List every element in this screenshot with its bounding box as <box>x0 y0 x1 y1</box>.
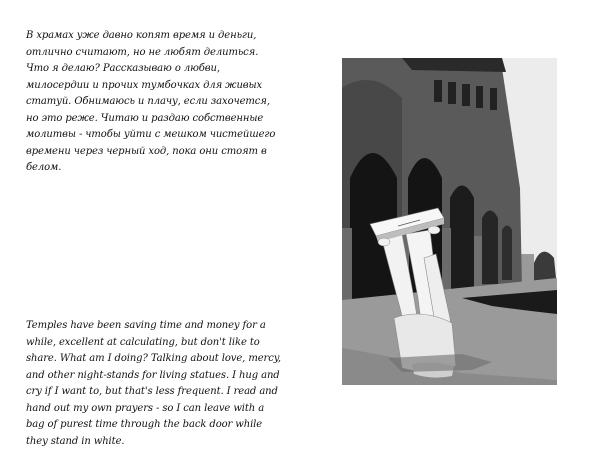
photo-column <box>442 228 451 294</box>
photo-arch <box>482 211 498 285</box>
photo-column <box>474 236 482 288</box>
poem-russian-text: В храмах уже давно копят время и деньги, отлично считают, но не любят делиться. Что я делаю? Рассказываю о любви, милосердии и прочих тумбочках для живых статуй. Обнимаюсь и плачу, если захочется, но это реже. Читаю и раздаю собственные молитвы - чтобы уйти с мешком чистейшего времени через черный ход, пока они стоят в белом. <box>26 30 276 173</box>
photo-window <box>490 88 497 110</box>
photo-arch <box>450 186 474 291</box>
photo-window <box>448 82 456 104</box>
photo-illustration <box>342 58 557 385</box>
photo-window <box>462 84 470 106</box>
photo-window <box>434 80 442 102</box>
poem-english-text: Temples have been saving time and money for a while, excellent at calculating, but don't like to share. What am I doing? Talking about love, mercy, and other night-stands for living statues. I hug and cry if I want to, but that's less frequent. I read and hand out my own prayers - so I can leave with a bag of purest time through the back door while they stand in white. <box>26 320 282 447</box>
photo-column <box>342 228 352 308</box>
photo-window <box>476 86 483 108</box>
photo-arch <box>502 226 512 281</box>
photo-roof <box>402 58 506 72</box>
statue-photo <box>342 58 557 385</box>
